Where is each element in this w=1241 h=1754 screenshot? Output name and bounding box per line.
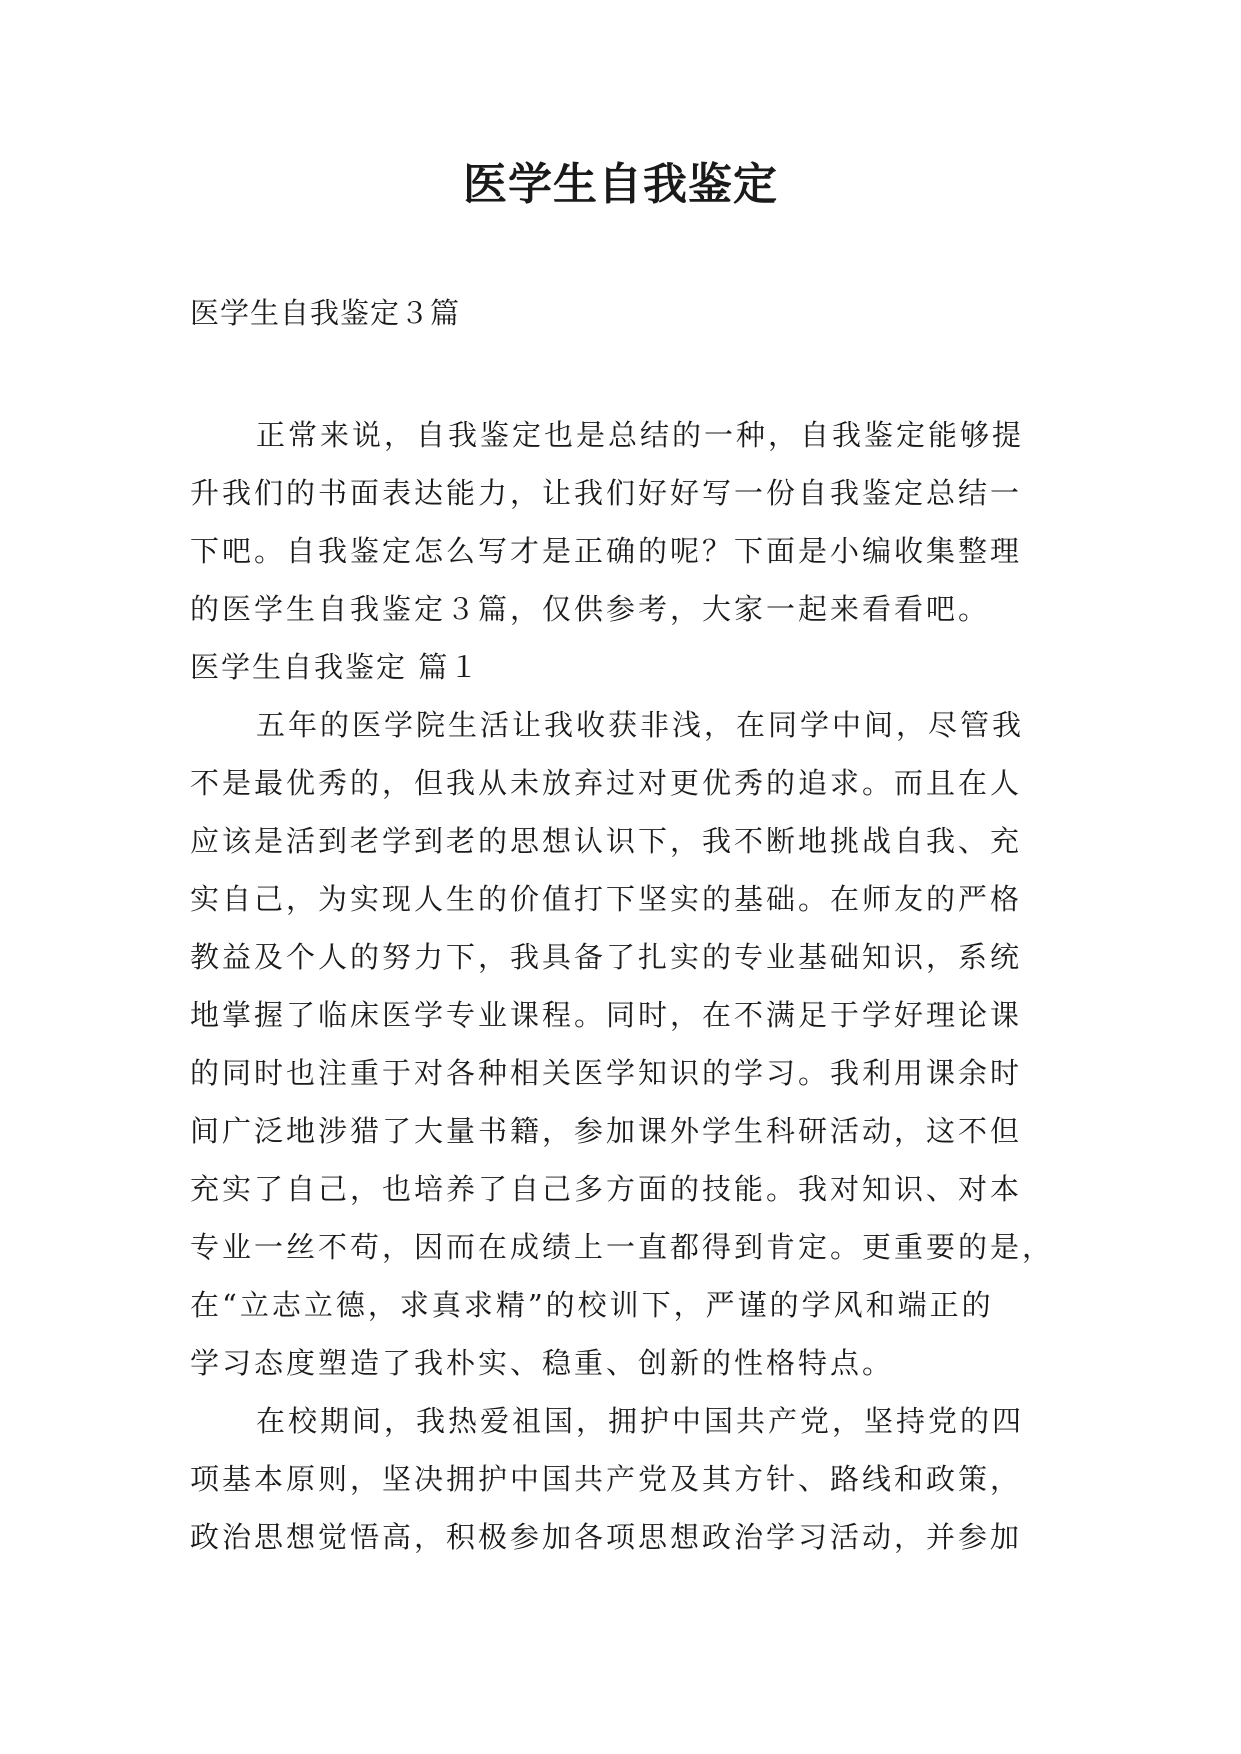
paragraph-line: 正常来说，自我鉴定也是总结的一种，自我鉴定能够提 (256, 418, 1025, 452)
paragraph-line: 在“立志立德，求真求精”的校训下，严谨的学风和端正的 (190, 1288, 994, 1322)
paragraph-line: 地掌握了临床医学专业课程。同时，在不满足于学好理论课 (190, 998, 1023, 1032)
section-heading: 医学生自我鉴定 篇１ (190, 650, 481, 684)
paragraph-line: 政治思想觉悟高，积极参加各项思想政治学习活动，并参加 (190, 1520, 1023, 1554)
paragraph-line: 五年的医学院生活让我收获非浅，在同学中间，尽管我 (256, 708, 1025, 742)
document-title: 医学生自我鉴定 (463, 159, 778, 210)
paragraph-line: 教益及个人的努力下，我具备了扎实的专业基础知识，系统 (190, 940, 1023, 974)
paragraph-line: 专业一丝不苟，因而在成绩上一直都得到肯定。更重要的是， (190, 1230, 1055, 1264)
paragraph-line: 应该是活到老学到老的思想认识下，我不断地挑战自我、充 (190, 824, 1023, 858)
paragraph-line: 间广泛地涉猎了大量书籍，参加课外学生科研活动，这不但 (190, 1114, 1023, 1148)
paragraph-line: 的同时也注重于对各种相关医学知识的学习。我利用课余时 (190, 1056, 1023, 1090)
paragraph-line: 的医学生自我鉴定３篇，仅供参考，大家一起来看看吧。 (190, 592, 991, 626)
document-subtitle: 医学生自我鉴定３篇 (190, 296, 461, 330)
paragraph-line: 下吧。自我鉴定怎么写才是正确的呢？下面是小编收集整理 (190, 534, 1023, 568)
paragraph-line: 充实了自己，也培养了自己多方面的技能。我对知识、对本 (190, 1172, 1023, 1206)
paragraph-line: 升我们的书面表达能力，让我们好好写一份自我鉴定总结一 (190, 476, 1023, 510)
paragraph-line: 不是最优秀的，但我从未放弃过对更优秀的追求。而且在人 (190, 766, 1023, 800)
paragraph-line: 学习态度塑造了我朴实、稳重、创新的性格特点。 (190, 1346, 895, 1380)
paragraph-line: 项基本原则，坚决拥护中国共产党及其方针、路线和政策， (190, 1462, 1023, 1496)
paragraph-line: 在校期间，我热爱祖国，拥护中国共产党，坚持党的四 (256, 1404, 1025, 1438)
paragraph-line: 实自己，为实现人生的价值打下坚实的基础。在师友的严格 (190, 882, 1023, 916)
document-body (190, 406, 1055, 1566)
